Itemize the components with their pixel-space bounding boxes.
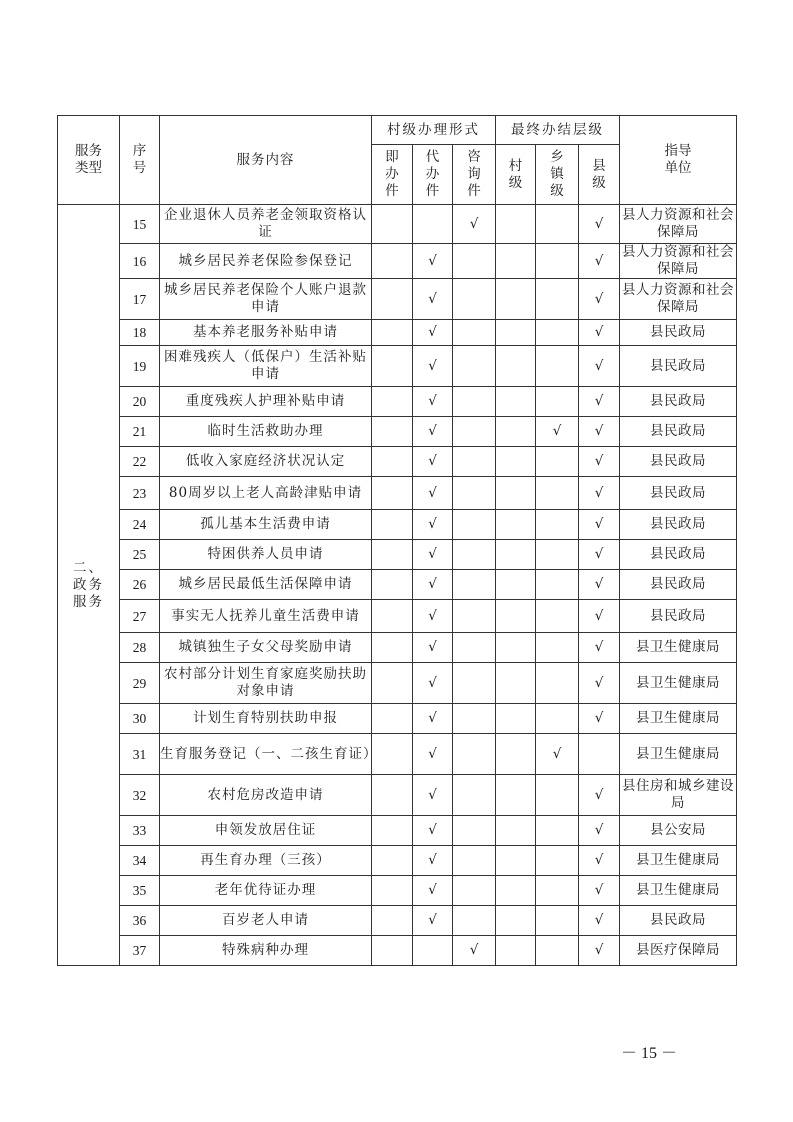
table-row [58,570,737,600]
guiding-unit-cell: 县民政局 [620,600,737,633]
guiding-unit-cell: 县民政局 [620,447,737,477]
check-cell-proxy: √ [413,846,453,876]
header-township-label: 乡镇级 [550,149,564,199]
table-row [58,816,737,846]
check-cell-village [496,600,536,633]
table-row [58,417,737,447]
check-cell-county: √ [579,600,620,633]
check-cell-township [536,279,579,320]
check-cell-county: √ [579,205,620,244]
seq-cell: 30 [120,704,160,734]
check-cell-county: √ [579,346,620,387]
seq-cell: 19 [120,346,160,387]
check-cell-village [496,633,536,663]
header-final-level: 最终办结层级 [496,116,620,145]
check-cell-consult [453,570,496,600]
check-cell-immediate [372,876,413,906]
check-cell-proxy: √ [413,775,453,816]
check-cell-immediate [372,816,413,846]
check-cell-immediate [372,346,413,387]
check-cell-county: √ [579,447,620,477]
service-content-cell: 城乡居民养老保险参保登记 [160,244,372,279]
check-cell-county: √ [579,320,620,346]
check-cell-consult [453,279,496,320]
check-cell-immediate [372,570,413,600]
check-cell-township [536,600,579,633]
header-township [536,145,579,205]
seq-cell: 21 [120,417,160,447]
guiding-unit-cell: 县卫生健康局 [620,734,737,775]
seq-cell: 36 [120,906,160,936]
check-cell-county: √ [579,816,620,846]
table-row [58,876,737,906]
check-cell-township [536,244,579,279]
table-row [58,510,737,540]
check-cell-consult [453,633,496,663]
seq-cell: 32 [120,775,160,816]
guiding-unit-cell: 县民政局 [620,570,737,600]
seq-cell: 22 [120,447,160,477]
seq-cell: 20 [120,387,160,417]
table-row [58,600,737,633]
check-cell-consult [453,417,496,447]
check-cell-county: √ [579,540,620,570]
check-cell-township [536,816,579,846]
seq-cell: 16 [120,244,160,279]
check-cell-county: √ [579,570,620,600]
check-cell-village [496,279,536,320]
service-content-cell: 困难残疾人（低保户）生活补贴申请 [160,346,372,387]
check-cell-proxy: √ [413,600,453,633]
service-content-cell: 事实无人抚养儿童生活费申请 [160,600,372,633]
header-proxy-label: 代办件 [425,149,440,199]
header-unit-label: 指导单位 [664,143,692,176]
check-cell-village [496,244,536,279]
check-cell-township: √ [536,734,579,775]
check-cell-consult: √ [453,936,496,966]
check-cell-township [536,846,579,876]
header-village-form: 村级办理形式 [372,116,496,145]
seq-cell: 24 [120,510,160,540]
check-cell-consult [453,663,496,704]
table-row [58,387,737,417]
service-content-cell: 百岁老人申请 [160,906,372,936]
guiding-unit-cell: 县民政局 [620,540,737,570]
check-cell-consult [453,816,496,846]
check-cell-proxy: √ [413,510,453,540]
check-cell-proxy: √ [413,540,453,570]
check-cell-village [496,540,536,570]
services-table [57,115,737,966]
service-type-label: 二、政务服务 [73,559,104,610]
table-row [58,936,737,966]
check-cell-immediate [372,846,413,876]
guiding-unit-cell: 县民政局 [620,477,737,510]
check-cell-county: √ [579,663,620,704]
header-content: 服务内容 [160,116,372,205]
service-content-cell: 特殊病种办理 [160,936,372,966]
check-cell-immediate [372,510,413,540]
seq-cell: 28 [120,633,160,663]
check-cell-county: √ [579,244,620,279]
guiding-unit-cell: 县公安局 [620,816,737,846]
guiding-unit-cell: 县民政局 [620,906,737,936]
table-row [58,447,737,477]
check-cell-proxy: √ [413,477,453,510]
check-cell-immediate [372,775,413,816]
check-cell-township [536,320,579,346]
seq-cell: 18 [120,320,160,346]
check-cell-county [579,734,620,775]
check-cell-proxy: √ [413,417,453,447]
check-cell-proxy: √ [413,244,453,279]
guiding-unit-cell: 县民政局 [620,346,737,387]
check-cell-consult [453,540,496,570]
header-county-label: 县级 [592,157,606,191]
check-cell-consult [453,447,496,477]
check-cell-consult [453,734,496,775]
check-cell-village [496,205,536,244]
guiding-unit-cell: 县民政局 [620,510,737,540]
check-cell-consult [453,704,496,734]
check-cell-county: √ [579,510,620,540]
check-cell-township [536,936,579,966]
header-service-type-label: 服务类型 [75,143,102,176]
check-cell-proxy: √ [413,876,453,906]
check-cell-proxy: √ [413,633,453,663]
check-cell-proxy: √ [413,816,453,846]
check-cell-county: √ [579,906,620,936]
service-content-cell: 农村危房改造申请 [160,775,372,816]
check-cell-proxy: √ [413,447,453,477]
check-cell-village [496,775,536,816]
check-cell-village [496,816,536,846]
header-immediate-label: 即办件 [385,149,399,199]
table-row [58,540,737,570]
check-cell-county: √ [579,279,620,320]
seq-cell: 25 [120,540,160,570]
check-cell-village [496,346,536,387]
check-cell-proxy: √ [413,734,453,775]
service-content-cell: 老年优待证办理 [160,876,372,906]
check-cell-immediate [372,477,413,510]
service-content-cell: 临时生活救助办理 [160,417,372,447]
check-cell-consult [453,600,496,633]
seq-cell: 17 [120,279,160,320]
seq-cell: 15 [120,205,160,244]
check-cell-township [536,477,579,510]
check-cell-immediate [372,320,413,346]
check-cell-village [496,320,536,346]
check-cell-county: √ [579,633,620,663]
header-county [579,145,620,205]
check-cell-county: √ [579,704,620,734]
table-body [58,205,737,966]
check-cell-township [536,447,579,477]
header-consult-label: 咨询件 [467,149,481,199]
guiding-unit-cell: 县民政局 [620,417,737,447]
service-content-cell: 企业退休人员养老金领取资格认证 [160,205,372,244]
check-cell-consult [453,346,496,387]
guiding-unit-cell: 县人力资源和社会保障局 [620,205,737,244]
check-cell-county: √ [579,477,620,510]
table-row [58,704,737,734]
check-cell-village [496,846,536,876]
seq-cell: 23 [120,477,160,510]
guiding-unit-cell: 县卫生健康局 [620,846,737,876]
guiding-unit-cell: 县卫生健康局 [620,663,737,704]
check-cell-proxy: √ [413,279,453,320]
guiding-unit-cell: 县卫生健康局 [620,633,737,663]
check-cell-township [536,906,579,936]
guiding-unit-cell: 县住房和城乡建设局 [620,775,737,816]
check-cell-immediate [372,633,413,663]
check-cell-consult [453,244,496,279]
table-row [58,775,737,816]
check-cell-consult [453,477,496,510]
check-cell-village [496,734,536,775]
check-cell-township [536,876,579,906]
service-content-cell: 孤儿基本生活费申请 [160,510,372,540]
check-cell-village [496,570,536,600]
check-cell-immediate [372,244,413,279]
guiding-unit-cell: 县人力资源和社会保障局 [620,244,737,279]
check-cell-immediate [372,447,413,477]
service-content-cell: 城乡居民养老保险个人账户退款申请 [160,279,372,320]
check-cell-consult [453,846,496,876]
seq-cell: 31 [120,734,160,775]
check-cell-proxy [413,936,453,966]
service-content-cell: 申领发放居住证 [160,816,372,846]
check-cell-consult [453,320,496,346]
check-cell-village [496,387,536,417]
table-row [58,346,737,387]
service-content-cell: 80周岁以上老人高龄津贴申请 [160,477,372,510]
service-content-cell: 城乡居民最低生活保障申请 [160,570,372,600]
table-row [58,846,737,876]
check-cell-immediate [372,417,413,447]
header-unit [620,116,737,205]
seq-cell: 33 [120,816,160,846]
guiding-unit-cell: 县卫生健康局 [620,704,737,734]
check-cell-immediate [372,663,413,704]
seq-cell: 27 [120,600,160,633]
check-cell-township [536,704,579,734]
check-cell-village [496,663,536,704]
check-cell-proxy: √ [413,663,453,704]
check-cell-immediate [372,906,413,936]
check-cell-immediate [372,540,413,570]
service-content-cell: 特困供养人员申请 [160,540,372,570]
check-cell-county: √ [579,876,620,906]
check-cell-proxy: √ [413,320,453,346]
check-cell-township [536,775,579,816]
service-content-cell: 低收入家庭经济状况认定 [160,447,372,477]
header-village [496,145,536,205]
check-cell-proxy: √ [413,387,453,417]
page-number: － 15 － [621,1045,678,1062]
check-cell-village [496,477,536,510]
check-cell-village [496,417,536,447]
header-seq [120,116,160,205]
header-seq-label: 序号 [132,143,147,176]
check-cell-proxy [413,205,453,244]
check-cell-village [496,510,536,540]
check-cell-consult [453,387,496,417]
check-cell-immediate [372,205,413,244]
seq-cell: 29 [120,663,160,704]
check-cell-township [536,570,579,600]
guiding-unit-cell: 县民政局 [620,387,737,417]
check-cell-township: √ [536,417,579,447]
seq-cell: 37 [120,936,160,966]
service-content-cell: 重度残疾人护理补贴申请 [160,387,372,417]
table-row [58,477,737,510]
check-cell-township [536,205,579,244]
check-cell-village [496,936,536,966]
service-type-cell [58,205,120,966]
table-row [58,320,737,346]
service-content-cell: 城镇独生子女父母奖励申请 [160,633,372,663]
check-cell-village [496,704,536,734]
header-immediate [372,145,413,205]
check-cell-immediate [372,387,413,417]
seq-cell: 35 [120,876,160,906]
check-cell-county: √ [579,775,620,816]
table-row [58,663,737,704]
check-cell-proxy: √ [413,906,453,936]
seq-cell: 34 [120,846,160,876]
guiding-unit-cell: 县人力资源和社会保障局 [620,279,737,320]
check-cell-township [536,346,579,387]
check-cell-consult [453,775,496,816]
check-cell-proxy: √ [413,346,453,387]
seq-cell: 26 [120,570,160,600]
check-cell-township [536,387,579,417]
check-cell-consult [453,906,496,936]
table-row [58,244,737,279]
table-row [58,279,737,320]
check-cell-county: √ [579,417,620,447]
check-cell-county: √ [579,387,620,417]
table-row [58,205,737,244]
check-cell-county: √ [579,846,620,876]
table-row [58,633,737,663]
check-cell-village [496,447,536,477]
header-village-label: 村级 [508,157,523,191]
service-content-cell: 基本养老服务补贴申请 [160,320,372,346]
check-cell-village [496,876,536,906]
check-cell-immediate [372,704,413,734]
service-content-cell: 生育服务登记（一、二孩生育证） [160,734,372,775]
guiding-unit-cell: 县民政局 [620,320,737,346]
check-cell-immediate [372,279,413,320]
check-cell-consult [453,510,496,540]
service-content-cell: 再生育办理（三孩） [160,846,372,876]
check-cell-township [536,633,579,663]
check-cell-immediate [372,600,413,633]
guiding-unit-cell: 县医疗保障局 [620,936,737,966]
check-cell-county: √ [579,936,620,966]
service-content-cell: 农村部分计划生育家庭奖励扶助对象申请 [160,663,372,704]
check-cell-village [496,906,536,936]
check-cell-consult [453,876,496,906]
check-cell-township [536,663,579,704]
table-row [58,734,737,775]
check-cell-township [536,540,579,570]
check-cell-proxy: √ [413,570,453,600]
table-row [58,906,737,936]
header-service-type [58,116,120,205]
check-cell-immediate [372,936,413,966]
guiding-unit-cell: 县卫生健康局 [620,876,737,906]
check-cell-township [536,510,579,540]
check-cell-consult: √ [453,205,496,244]
header-proxy [413,145,453,205]
header-consult [453,145,496,205]
service-content-cell: 计划生育特别扶助申报 [160,704,372,734]
check-cell-proxy: √ [413,704,453,734]
